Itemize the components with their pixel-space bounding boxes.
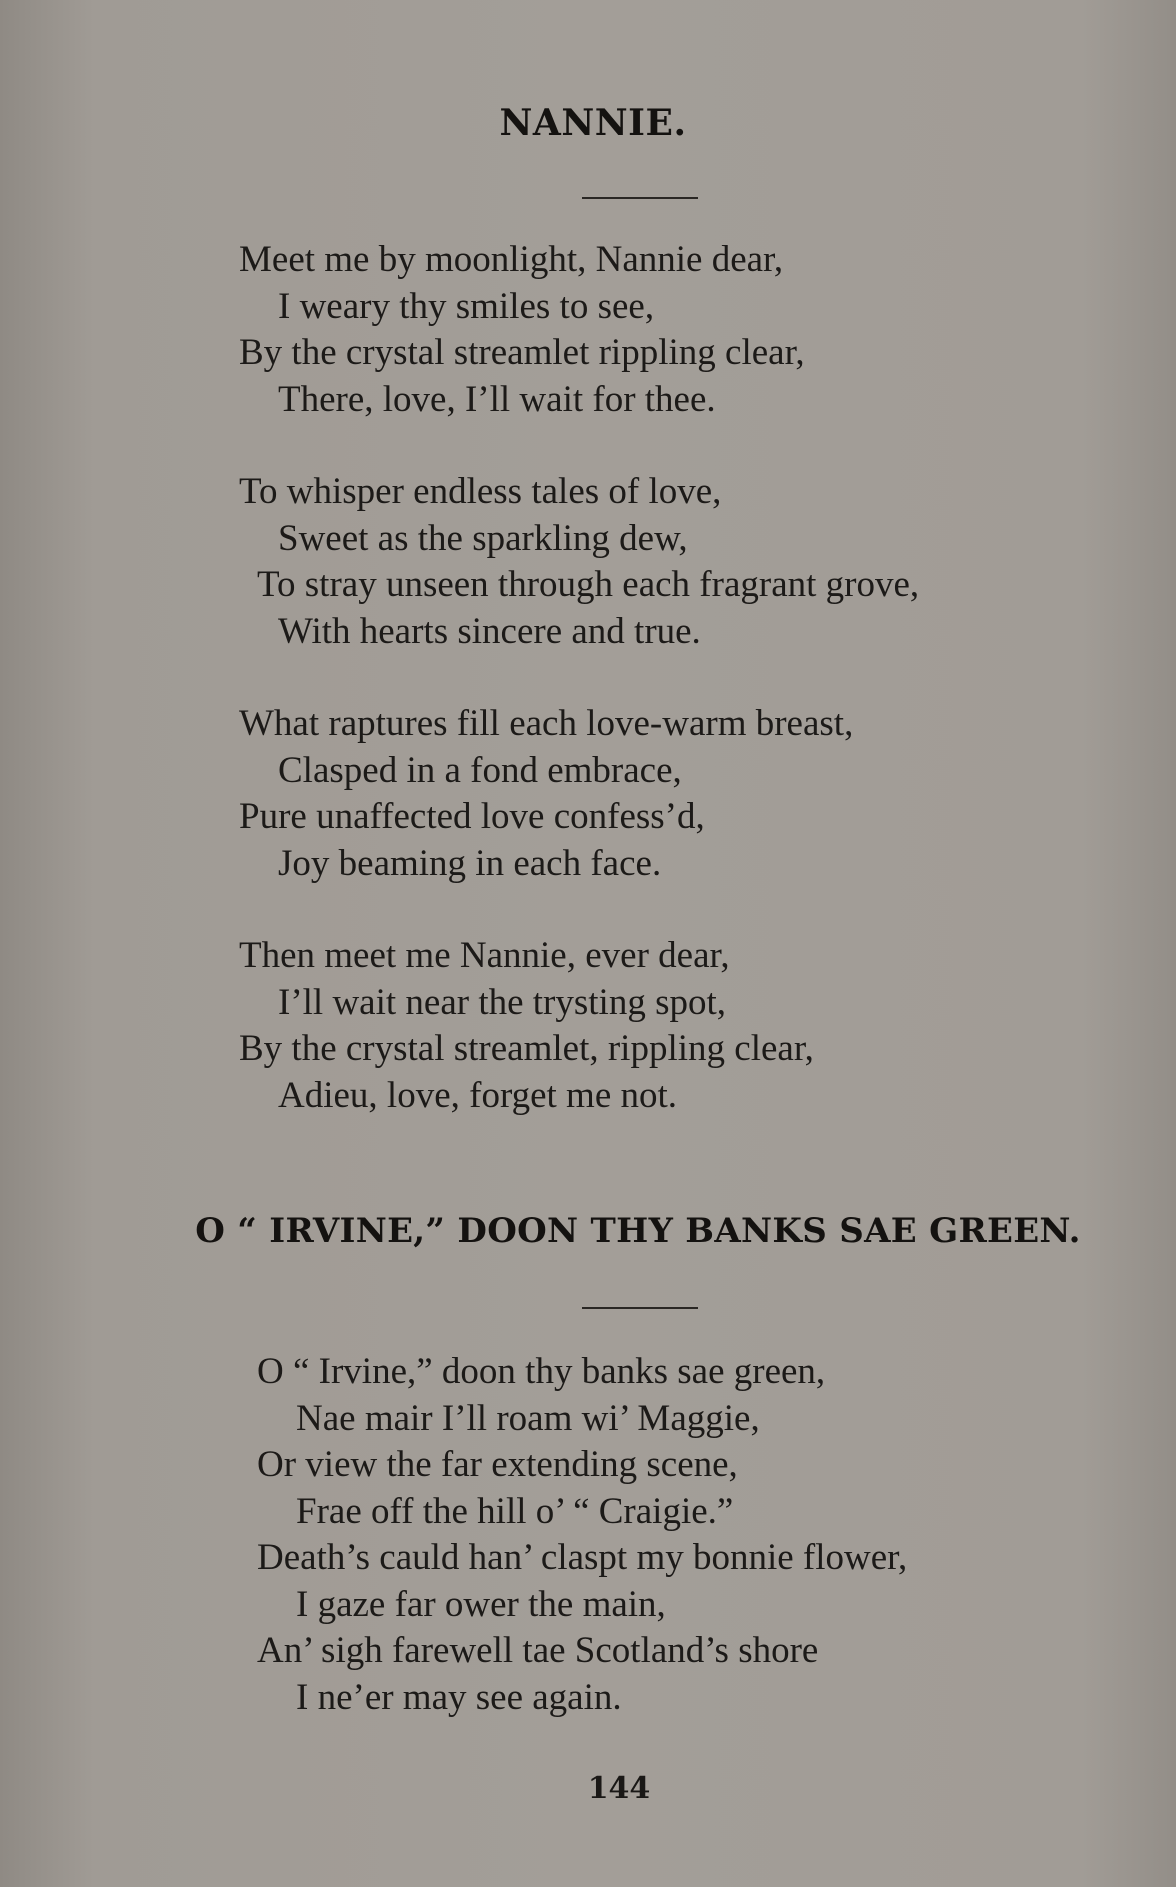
poem-line: O “ Irvine,” doon thy banks sae green,: [257, 1351, 826, 1392]
poem-line: Then meet me Nannie, ever dear,: [239, 935, 730, 976]
poem-nannie: [239, 237, 919, 1119]
title-rule: [582, 197, 698, 199]
poem-line: Sweet as the sparkling dew,: [278, 517, 688, 559]
stanza: [239, 701, 919, 887]
poem-line: Or view the far extending scene,: [257, 1444, 738, 1485]
poem-line: Nae mair I’ll roam wi’ Maggie,: [296, 1397, 760, 1439]
poem-title-nannie: NANNIE.: [499, 102, 687, 144]
poem-line: There, love, I’ll wait for thee.: [278, 378, 716, 420]
poem-line: I ne’er may see again.: [296, 1676, 622, 1718]
title-rule: [582, 1307, 698, 1309]
stanza: [239, 469, 919, 655]
poem-line: Joy beaming in each face.: [278, 842, 662, 884]
poem-line: An’ sigh farewell tae Scotland’s shore: [257, 1630, 819, 1671]
poem-line: What raptures fill each love-warm breast,: [239, 703, 854, 744]
stanza: [239, 237, 919, 423]
poem-line: By the crystal streamlet, rippling clear,: [239, 1028, 814, 1069]
poem-line: Pure unaffected love confess’d,: [239, 796, 705, 837]
stanza: [239, 933, 919, 1119]
poem-line: By the crystal streamlet rippling clear,: [239, 332, 805, 373]
poem-line: With hearts sincere and true.: [278, 610, 701, 652]
poem-line: Adieu, love, forget me not.: [278, 1074, 678, 1116]
poem-line: To stray unseen through each fragrant grove,: [257, 564, 920, 605]
poem-line: I weary thy smiles to see,: [278, 285, 655, 327]
poem-line: To whisper endless tales of love,: [239, 471, 722, 512]
page-number: 144: [587, 1771, 651, 1806]
stanza: [257, 1349, 907, 1721]
poem-line: Clasped in a fond embrace,: [278, 749, 682, 791]
poem-line: I’ll wait near the trysting spot,: [278, 981, 727, 1023]
poem-line: Frae off the hill o’ “ Craigie.”: [296, 1490, 734, 1532]
poem-irvine: [257, 1349, 907, 1721]
poem-line: Meet me by moonlight, Nannie dear,: [239, 239, 784, 280]
poem-line: Death’s cauld han’ claspt my bonnie flower,: [257, 1537, 908, 1578]
poem-line: I gaze far ower the main,: [296, 1583, 666, 1625]
poem-title-irvine: O “ IRVINE,” DOON THY BANKS SAE GREEN.: [195, 1211, 1081, 1251]
